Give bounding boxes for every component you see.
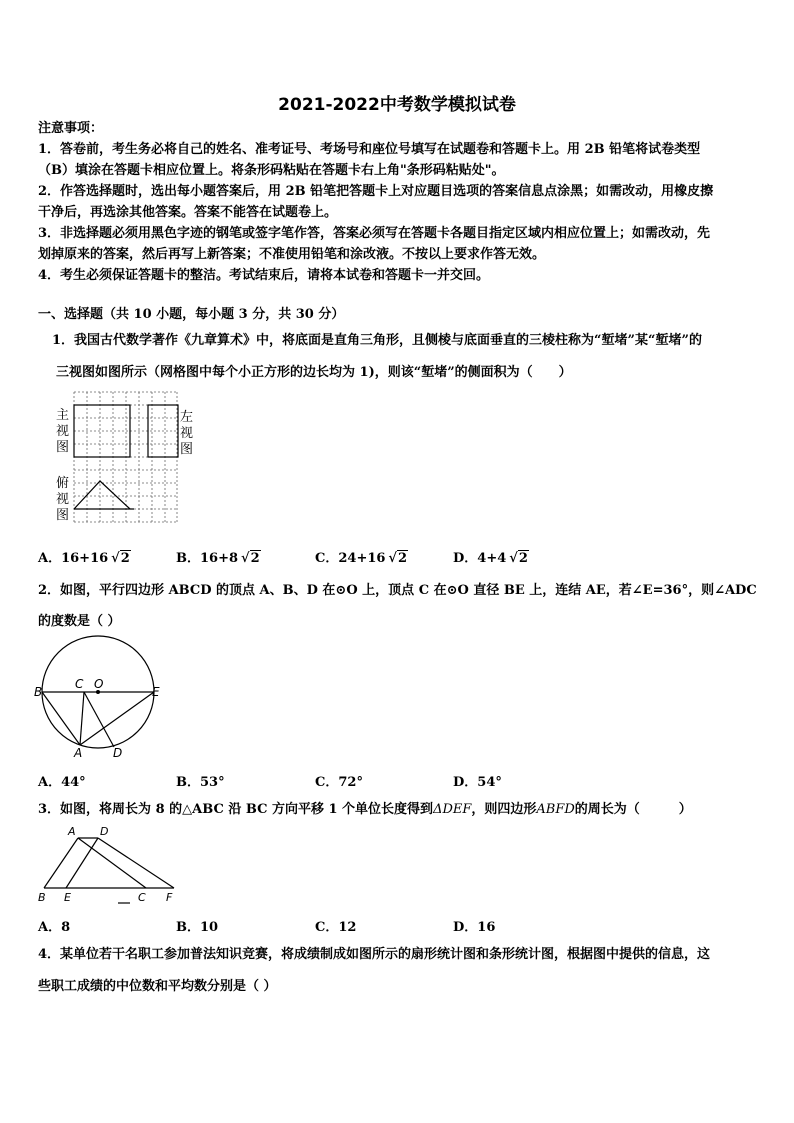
sqrt-symbol: √2 — [111, 551, 130, 566]
q1-option-a — [38, 547, 131, 566]
main-view-label-2: 视 — [56, 424, 70, 439]
q3-option-c: C．12 — [315, 920, 357, 935]
radicand: 2 — [518, 551, 528, 566]
label-C: C — [138, 891, 146, 904]
q3-def: ΔDEF — [433, 802, 472, 817]
sqrt-symbol: √2 — [241, 551, 260, 566]
left-view-label-3: 图 — [180, 442, 194, 457]
notice-line: 2．作答选择题时，选出每小题答案后，用 2B 铅笔把答题卡上对应题目选项的答案信息点涂黑；如需改动，用橡皮擦 — [38, 184, 714, 199]
question-4-line-1: 4．某单位若干名职工参加普法知识竞赛，将成绩制成如图所示的扇形统计图和条形统计图，根据图中提供的信息，这 — [38, 947, 711, 962]
main-view-label-3: 图 — [56, 440, 70, 455]
left-view-label-1: 左 — [180, 410, 194, 425]
label-A: A — [68, 825, 76, 838]
label-B: B — [34, 685, 43, 699]
label-D: D — [100, 825, 109, 838]
radicand: 2 — [397, 551, 408, 566]
q3-text-pre: 3．如图，将周长为 8 的△ABC 沿 BC 方向平移 1 个单位长度得到 — [38, 802, 434, 817]
question-1-line-1: 1．我国古代数学著作《九章算术》中，将底面是直角三角形，且侧棱与底面垂直的三棱柱称为“堑堵”某“堑堵”的 — [52, 333, 702, 348]
radicand: 2 — [120, 551, 130, 566]
q2-option-c: C．72° — [315, 775, 363, 790]
q1-option-d — [453, 547, 529, 566]
circle-figure — [34, 634, 169, 759]
label-A: A — [74, 746, 83, 759]
label-E: E — [64, 891, 71, 904]
translation-figure — [34, 823, 184, 905]
three-view-figure — [52, 388, 202, 528]
label-B: B — [38, 891, 46, 904]
left-view-label-2: 视 — [180, 426, 194, 441]
notice-line: （B）填涂在答题卡相应位置上。将条形码粘贴在答题卡右上角"条形码粘贴处"。 — [38, 163, 505, 178]
notice-line: 干净后，再选涂其他答案。答案不能答在试题卷上。 — [38, 205, 338, 220]
question-2-line-1: 2．如图，平行四边形 ABCD 的顶点 A、B、D 在⊙O 上，顶点 C 在⊙O 直径 BE 上，连结 AE，若∠E=36°，则∠ADC — [38, 583, 757, 598]
question-4-line-2: 些职工成绩的中位数和平均数分别是（ ） — [38, 979, 277, 994]
question-2-line-2: 的度数是（ ） — [38, 614, 121, 629]
notice-line: 4．考生必须保证答题卡的整洁。考试结束后，请将本试卷和答题卡一并交回。 — [38, 268, 490, 283]
notice-line: 3．非选择题必须用黑色字迹的钢笔或签字笔作答，答案必须写在答题卡各题目指定区域内相应位置上；如需改动，先 — [38, 226, 711, 241]
label-C: C — [75, 677, 84, 691]
q2-option-d: D．54° — [453, 775, 502, 790]
label-D: D — [113, 746, 123, 759]
q1-option-b-text: B．16+8 — [176, 551, 239, 566]
q3-text-post: 的周长为（ ） — [574, 802, 692, 817]
section-heading: 一、选择题（共 10 小题，每小题 3 分，共 30 分） — [38, 307, 345, 322]
top-view-label-3: 图 — [56, 508, 70, 523]
q1-option-a-text: A．16+16 — [38, 551, 109, 566]
top-view-label-1: 俯 — [56, 476, 70, 491]
sqrt-symbol: √2 — [388, 551, 408, 566]
q2-option-b: B．53° — [176, 775, 225, 790]
question-1-line-2: 三视图如图所示（网格图中每个小正方形的边长均为 1)，则该“堑堵”的侧面积为（ ） — [56, 365, 572, 380]
label-E: E — [152, 685, 160, 699]
top-view-label-2: 视 — [56, 492, 70, 507]
page-title: 2021-2022中考数学模拟试卷 — [278, 95, 516, 115]
question-3-line — [38, 803, 692, 817]
q3-option-d: D．16 — [453, 920, 496, 935]
notice-heading: 注意事项： — [38, 121, 104, 136]
q1-option-c — [315, 547, 408, 566]
q3-option-a: A．8 — [38, 920, 71, 935]
label-O: O — [94, 677, 104, 691]
radicand: 2 — [250, 551, 260, 566]
q3-option-b: B．10 — [176, 920, 219, 935]
q3-abfd: ABFD — [536, 802, 575, 817]
notice-line: 1．答卷前，考生务必将自己的姓名、准考证号、考场号和座位号填写在试题卷和答题卡上。用 2B 铅笔将试卷类型 — [38, 142, 701, 157]
q3-text-mid: ，则四边形 — [471, 802, 537, 817]
notice-line: 划掉原来的答案，然后再写上新答案；不准使用铅笔和涂改液。不按以上要求作答无效。 — [38, 247, 546, 262]
main-view-label-1: 主 — [56, 408, 70, 423]
q2-option-a: A．44° — [38, 775, 86, 790]
q1-option-c-text: C．24+16 — [315, 551, 386, 566]
label-F: F — [166, 891, 173, 904]
q1-option-b — [176, 547, 261, 566]
q1-option-d-text: D．4+4 — [453, 551, 507, 566]
sqrt-symbol: √2 — [509, 551, 528, 566]
